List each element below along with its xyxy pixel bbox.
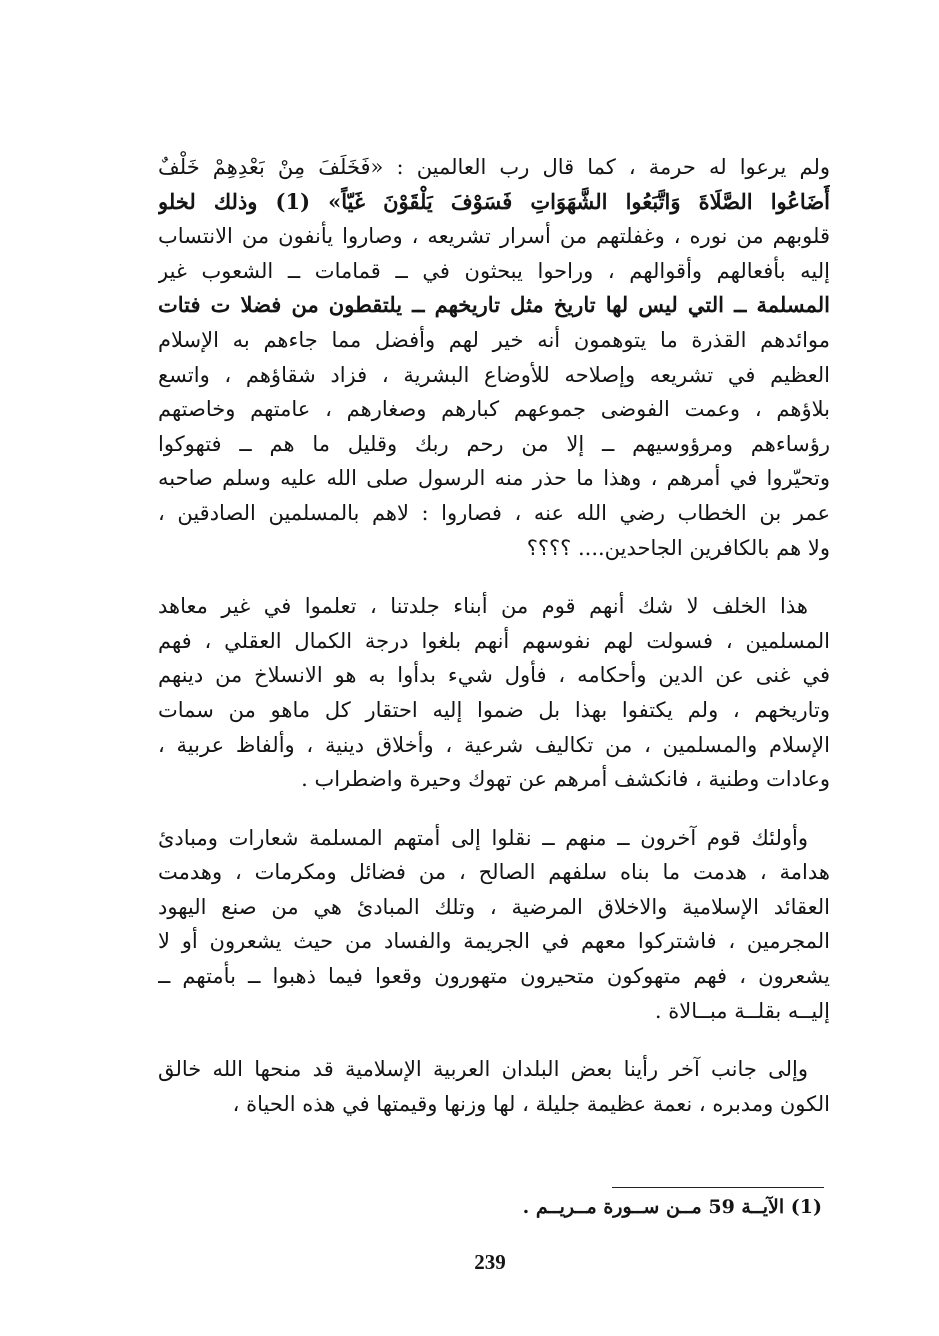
line-text: وتاريخهم ، ولم يكتفوا بهذا بل ضموا إليه احتقار كل ماهو من سمات xyxy=(158,697,830,722)
text-line xyxy=(158,531,830,566)
text-line xyxy=(158,728,830,763)
line-text: المسلمة ــ التي ليس لها تاريخ مثل تاريخهم ــ يلتقطون من فضلا ت فتات xyxy=(158,292,830,318)
text-line xyxy=(158,323,830,358)
text-line xyxy=(158,461,830,496)
line-text: وعادات وطنية ، فانكشف أمرهم عن تهوك وحيرة واضطراب . xyxy=(301,767,830,792)
text-line xyxy=(158,658,830,693)
footnote: (1) الآيــة 59 مــن ســورة مــريــم . xyxy=(522,1196,822,1218)
line-text: الإسلام والمسلمين ، من تكاليف شرعية ، وأخلاق دينية ، وألفاظ عربية ، xyxy=(158,732,830,757)
text-line xyxy=(158,219,830,254)
text-line xyxy=(158,589,830,624)
paragraph-1 xyxy=(158,150,830,565)
line-text: العقائد الإسلامية والاخلاق المرضية ، وتلك المبادئ هي من صنع اليهود xyxy=(158,894,830,919)
line-text: العظيم في تشريعه وإصلاحه للأوضاع البشرية ، فزاد شقاؤهم ، واتسع xyxy=(158,362,830,387)
line-text: إليــه بقلــة مبــالاة . xyxy=(654,998,830,1023)
line-text: موائدهم القذرة ما يتوهمون أنه خير لهم وأفضل مما جاءهم به الإسلام xyxy=(158,327,830,352)
text-line xyxy=(158,358,830,393)
line-text: وتحيّروا في أمرهم ، وهذا ما حذر منه الرسول صلى الله عليه وسلم صاحبه xyxy=(158,466,830,491)
text-line xyxy=(158,924,830,959)
line-text: المجرمين ، فاشتركوا معهم في الجريمة والفساد من حيث يشعرون أو لا xyxy=(158,929,830,954)
text-line xyxy=(158,1052,830,1087)
line-text: هدامة ، هدمت ما بناه سلفهم الصالح ، من فضائل ومكرمات ، وهدمت xyxy=(158,860,830,885)
text-line xyxy=(158,693,830,728)
text-line xyxy=(158,855,830,890)
paragraph-2 xyxy=(158,589,830,797)
paragraph-3 xyxy=(158,821,830,1029)
text-line xyxy=(158,185,830,220)
text-line xyxy=(158,624,830,659)
line-text: المسلمين ، فسولت لهم نفوسهم أنهم بلغوا درجة الكمال العقلي ، فهم xyxy=(158,628,830,653)
text-line xyxy=(158,890,830,925)
line-text: في غنى عن الدين وأحكامه ، فأول شيء بدأوا به هو الانسلاخ من دينهم xyxy=(158,663,830,688)
text-line xyxy=(158,496,830,531)
line-text: الكون ومدبره ، نعمة عظيمة جليلة ، لها وزنها وقيمتها في هذه الحياة ، xyxy=(232,1091,830,1116)
line-text: هذا الخلف لا شك أنهم قوم من أبناء جلدتنا ، تعلموا في غير معاهد xyxy=(158,594,808,619)
line-text: يشعرون ، فهم متهوكون متحيرون متهورون وقعوا فيما ذهبوا ــ بأمتهم ــ xyxy=(158,964,830,989)
line-text: رؤساءهم ومرؤوسيهم ــ إلا من رحم ربك وقليل ما هم ــ فتهوكوا xyxy=(158,431,830,456)
footnote-divider xyxy=(612,1187,824,1188)
line-text: وأولئك قوم آخرون ــ منهم ــ نقلوا إلى أمتهم المسلمة شعارات ومبادئ xyxy=(158,825,808,850)
text-line xyxy=(158,821,830,856)
text-line xyxy=(158,1087,830,1122)
line-text: وإلى جانب آخر رأينا بعض البلدان العربية الإسلامية قد منحها الله خالق xyxy=(158,1057,808,1082)
line-text: عمر بن الخطاب رضي الله عنه ، فصاروا : لاهم بالمسلمين الصادقين ، xyxy=(158,500,830,525)
line-text: ولم يرعوا له حرمة ، كما قال رب العالمين : «فَخَلَفَ مِنْ بَعْدِهِمْ خَلْفٌ xyxy=(158,155,830,179)
line-text: بلاؤهم ، وعمت الفوضى جموعهم كبارهم وصغارهم ، عامتهم وخاصتهم xyxy=(158,397,830,422)
text-line xyxy=(158,254,830,289)
text-line xyxy=(158,427,830,462)
paragraph-4 xyxy=(158,1052,830,1121)
line-text: إليه بأفعالهم وأقوالهم ، وراحوا يبحثون في ــ قمامات ــ الشعوب غير xyxy=(158,258,830,283)
text-line xyxy=(158,392,830,427)
text-line xyxy=(158,762,830,797)
page-number: 239 xyxy=(474,1250,506,1274)
text-line xyxy=(158,288,830,323)
text-line xyxy=(158,150,830,185)
text-line xyxy=(158,994,830,1029)
line-text: ولا هم بالكافرين الجاحدين.... ؟؟؟؟ xyxy=(526,535,830,560)
text-line xyxy=(158,959,830,994)
line-text: أَضَاعُوا الصَّلَاةَ وَاتَّبَعُوا الشَّهَوَاتِ فَسَوْفَ يَلْقَوْنَ غَيّاً» (1) وذلك لخلو xyxy=(158,188,830,214)
body-text xyxy=(158,150,830,1145)
line-text: قلوبهم من نوره ، وغفلتهم من أسرار تشريعه ، وصاروا يأنفون من الانتساب xyxy=(158,224,830,249)
